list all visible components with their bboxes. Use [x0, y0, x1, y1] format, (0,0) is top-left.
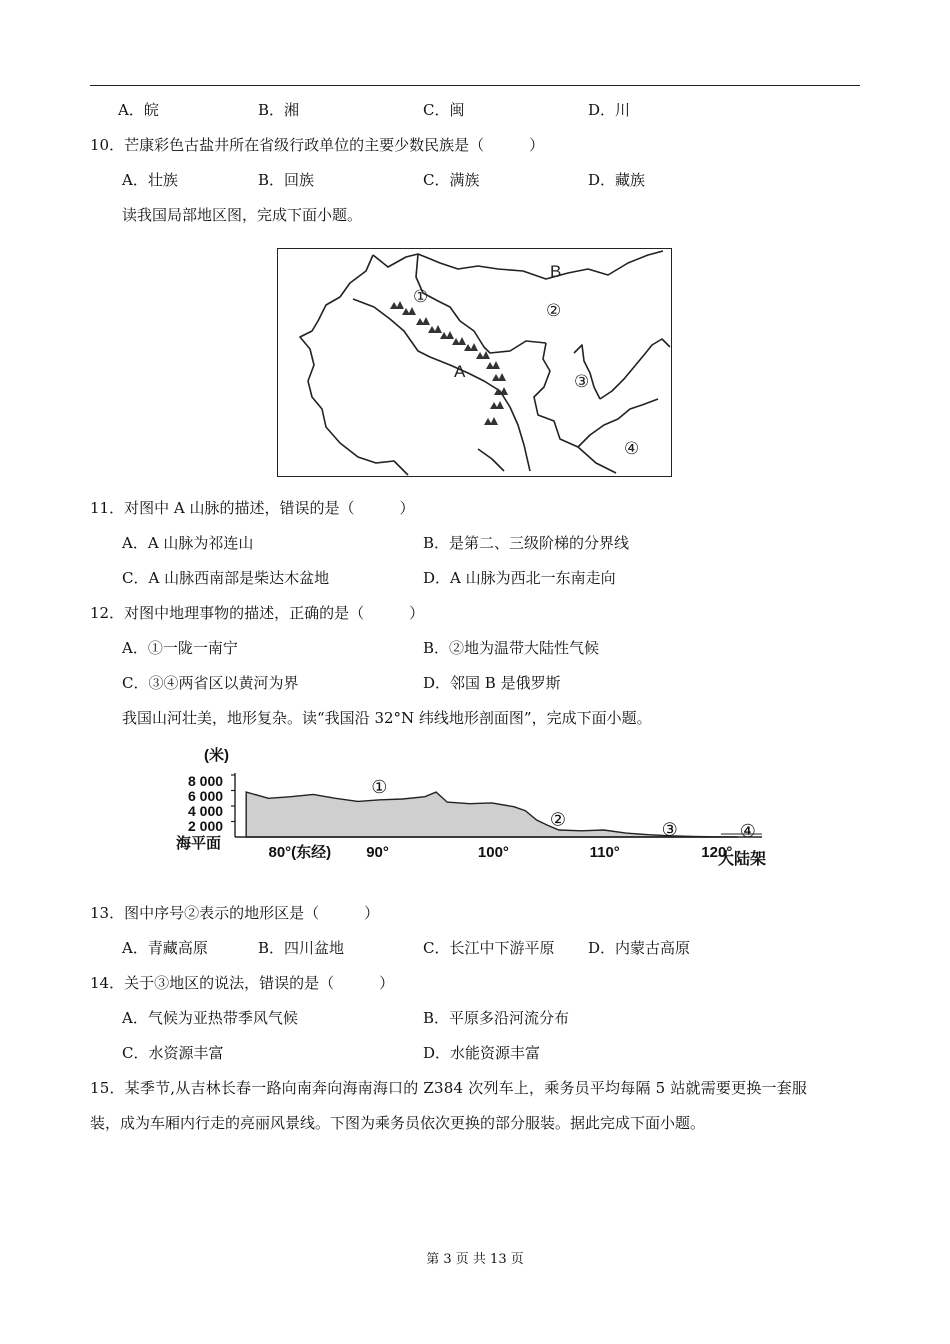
- q15-stem-line2: 装，成为车厢内行走的亮丽风景线。下图为乘务员依次更换的部分服装。据此完成下面小题。: [90, 1114, 706, 1132]
- profile-xtick-80: 80°(东经): [268, 844, 332, 861]
- q14-stem: 14．关于③地区的说法，错误的是（ ）: [90, 974, 395, 992]
- province-border-5: [478, 449, 504, 471]
- q10-option-c: C．满族: [423, 171, 480, 189]
- q10-stem: 10．芒康彩色古盐井所在省级行政单位的主要少数民族是（ ）: [90, 136, 545, 154]
- q13-option-b: B．四川盆地: [258, 939, 345, 957]
- terrain-profile-chart: [170, 740, 780, 875]
- q10-option-d: D．藏族: [588, 171, 646, 189]
- q12-option-d: D．邻国 B 是俄罗斯: [423, 674, 561, 692]
- profile-sea-level-label: 海平面: [176, 835, 222, 852]
- province-border-4: [430, 357, 530, 471]
- q9-option-d: D．川: [588, 101, 631, 119]
- header-rule: [90, 85, 860, 86]
- q14-option-a: A．气候为亚热带季风气候: [122, 1009, 298, 1027]
- page-footer: 第 3 页 共 13 页: [426, 1252, 524, 1267]
- q13-option-c: C．长江中下游平原: [423, 939, 555, 957]
- profile-marker-4: ④: [739, 821, 756, 842]
- profile-xtick-90: 90°: [366, 844, 389, 861]
- intro-profile: 我国山河壮美，地形复杂。读“我国沿 32°N 纬线地形剖面图”，完成下面小题。: [122, 709, 652, 727]
- profile-ytick-2000: 2 000: [188, 818, 224, 834]
- western-border: [300, 255, 408, 475]
- q13-option-d: D．内蒙古高原: [588, 939, 691, 957]
- map-drawing: [278, 249, 672, 477]
- profile-marker-2: ②: [549, 809, 567, 830]
- q14-option-d: D．水能资源丰富: [423, 1044, 541, 1062]
- profile-ytick-8000: 8 000: [188, 773, 224, 789]
- q12-option-a: A．①一陇一南宁: [122, 639, 238, 657]
- q12-option-b: B．②地为温带大陆性气候: [423, 639, 600, 657]
- q9-option-b: B．湘: [258, 101, 300, 119]
- profile-xtick-120: 120°: [701, 844, 733, 861]
- q13-option-a: A．青藏高原: [122, 939, 208, 957]
- map-label-3: ③: [574, 372, 590, 391]
- q15-stem-line1: 15．某季节,从吉林长春一路向南奔向海南海口的 Z384 次列车上，乘务员平均每隔 5 站就需要更换一套服: [90, 1079, 808, 1097]
- q10-option-a: A．壮族: [122, 171, 178, 189]
- q14-option-c: C．水资源丰富: [122, 1044, 224, 1062]
- map-label-1: ①: [413, 287, 429, 306]
- q9-option-c: C．闽: [423, 101, 465, 119]
- q12-option-c: C．③④两省区以黄河为界: [122, 674, 299, 692]
- profile-shelf-label: 大陆架: [718, 851, 767, 868]
- q11-option-c: C．A 山脉西南部是柴达木盆地: [122, 569, 330, 587]
- profile-xtick-110: 110°: [589, 844, 620, 861]
- mountain-range-symbols: [390, 301, 508, 425]
- province-border-3: [534, 343, 616, 473]
- q11-option-d: D．A 山脉为西北一东南走向: [423, 569, 616, 587]
- map-label-2: ②: [546, 301, 562, 320]
- province-border-6: [578, 399, 658, 447]
- q12-stem: 12．对图中地理事物的描述，正确的是（ ）: [90, 604, 425, 622]
- map-label-4: ④: [624, 439, 640, 458]
- q11-option-a: A．A 山脉为祁连山: [122, 534, 254, 552]
- q9-option-a: A．皖: [118, 101, 159, 119]
- regional-map: [277, 248, 672, 477]
- profile-svg: [170, 740, 780, 875]
- q13-stem: 13．图中序号②表示的地形区是（ ）: [90, 904, 380, 922]
- q14-option-b: B．平原多沿河流分布: [423, 1009, 570, 1027]
- profile-marker-3: ③: [661, 819, 678, 840]
- profile-xtick-100: 100°: [477, 844, 509, 861]
- map-label-b: B: [550, 262, 562, 281]
- profile-marker-1: ①: [371, 776, 388, 797]
- q11-stem: 11．对图中 A 山脉的描述，错误的是（ ）: [90, 499, 415, 517]
- q11-option-b: B．是第二、三级阶梯的分界线: [423, 534, 630, 552]
- profile-ylabel: (米): [204, 747, 229, 764]
- profile-ytick-4000: 4 000: [188, 803, 224, 819]
- province-border-1: [416, 254, 546, 353]
- map-label-a: A: [454, 362, 466, 381]
- profile-ytick-6000: 6 000: [188, 788, 224, 804]
- intro-map: 读我国局部地区图，完成下面小题。: [122, 206, 363, 224]
- q10-option-b: B．回族: [258, 171, 315, 189]
- eastern-border: [600, 339, 670, 399]
